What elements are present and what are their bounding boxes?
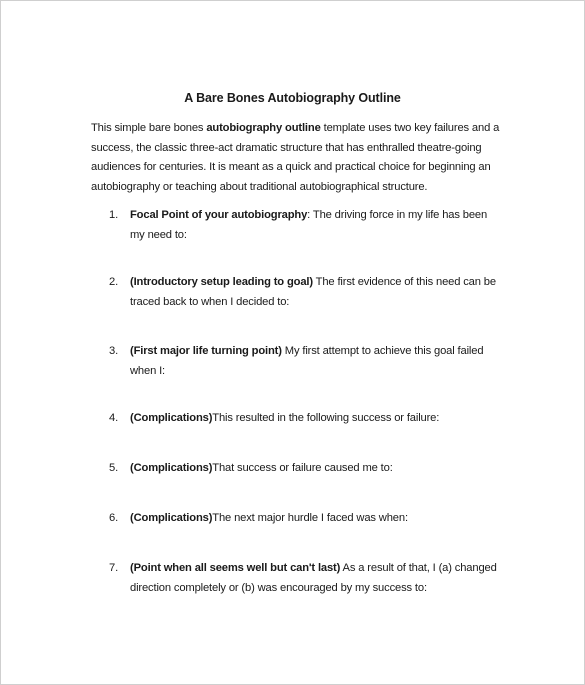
item-heading: (Introductory setup leading to goal): [130, 276, 313, 288]
outline-item-4: [109, 409, 499, 429]
item-number: 4.: [109, 412, 119, 424]
item-text: My first attempt to achieve this goal failed when I:: [130, 345, 484, 377]
item-text: This resulted in the following success or failure:: [212, 412, 440, 424]
outline-item-6: [109, 509, 499, 529]
intro-bold-phrase: autobiography outline: [206, 122, 321, 134]
document-title: A Bare Bones Autobiography Outline: [184, 91, 401, 105]
item-heading: Focal Point of your autobiography: [130, 209, 308, 221]
outline-item-3: [109, 342, 499, 381]
item-text: : The driving force in my life has been my need to:: [130, 209, 488, 241]
item-heading: (First major life turning point): [130, 345, 282, 357]
intro-paragraph: [91, 119, 501, 197]
item-number: 1.: [109, 209, 119, 221]
item-text: The first evidence of this need can be traced back to when I decided to:: [130, 276, 496, 308]
outline-item-2: [109, 273, 499, 312]
outline-item-1: [109, 206, 499, 245]
item-text: The next major hurdle I faced was when:: [212, 512, 408, 524]
intro-text-start: This simple bare bones: [91, 122, 207, 134]
item-number: 6.: [109, 512, 119, 524]
item-heading: (Complications): [130, 412, 213, 424]
item-text: That success or failure caused me to:: [212, 462, 393, 474]
outline-item-7: [109, 559, 499, 598]
outline-item-5: [109, 459, 499, 479]
item-heading: (Complications): [130, 462, 213, 474]
item-number: 5.: [109, 462, 119, 474]
item-number: 2.: [109, 276, 119, 288]
item-heading: (Point when all seems well but can't last): [130, 562, 341, 574]
intro-text-end: template uses two key failures and a success, the classic three-act dramatic structure that has enthralled theatre-going audiences for centuries. It is meant as a quick and practical choice for beginning an autobiography or teaching about traditional autobiographical structure.: [91, 122, 500, 193]
item-heading: (Complications): [130, 512, 213, 524]
item-number: 7.: [109, 562, 119, 574]
item-text: As a result of that, I (a) changed direction completely or (b) was encouraged by my success to:: [130, 562, 497, 594]
item-number: 3.: [109, 345, 119, 357]
